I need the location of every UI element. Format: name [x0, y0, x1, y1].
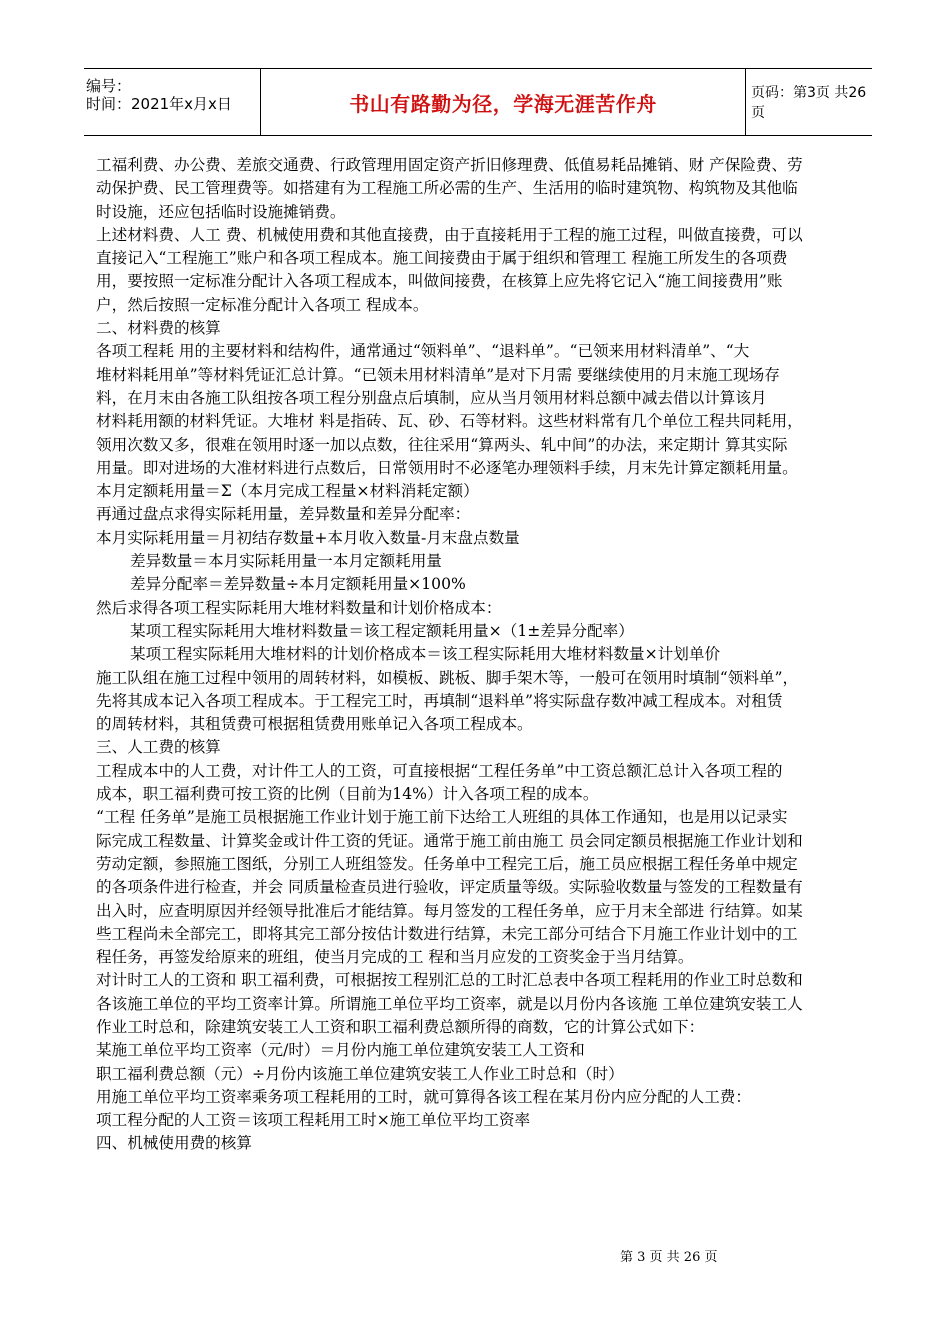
text-line: 某项工程实际耗用大堆材料的计划价格成本＝该工程实际耗用大堆材料数量×计划单价: [130, 645, 721, 664]
page-header: [84, 68, 872, 136]
text-line: 时设施，还应包括临时设施摊销费。: [96, 202, 346, 221]
text-line: 出入时，应查明原因并经领导批准后才能结算。每月签发的工程任务单，应于月末全部进 行结算。如某: [96, 901, 803, 920]
text-line: 用，要按照一定标准分配计入各项工程成本，叫做间接费，在核算上应先将它记入“施工间接费用”账: [96, 272, 783, 291]
text-line: 某施工单位平均工资率（元/时）＝月份内施工单位建筑安装工人工资和: [96, 1041, 585, 1060]
text-line: 用量。即对进场的大准材料进行点数后，日常领用时不必逐笔办理领料手续，月末先计算定额耗用量。: [96, 458, 798, 477]
text-line: 堆材料耗用单”等材料凭证汇总计算。“已领未用材料清单”是对下月需 要继续使用的月末施工现场存: [96, 365, 780, 384]
text-line: 劳动定额，参照施工图纸，分别工人班组签发。任务单中工程完工后，施工员应根据工程任务单中规定: [96, 854, 798, 873]
text-line: 料，在月末由各施工队组按各项工程分别盘点后填制，应从当月领用材料总额中减去借以计算该月: [96, 388, 767, 407]
text-line: 对计时工人的工资和 职工福利费，可根据按工程别汇总的工时汇总表中各项工程耗用的作业工时总数和: [96, 971, 803, 990]
text-line: 差异分配率＝差异数量÷本月定额耗用量×100%: [130, 575, 466, 594]
text-line: 二、材料费的核算: [96, 319, 221, 338]
text-line: 动保护费、民工管理费等。如搭建有为工程施工所必需的生产、生活用的临时建筑物、构筑物及其他临: [96, 179, 798, 198]
text-line: 的各项条件进行检查，并会 同质量检查员进行验收，评定质量等级。实际验收数量与签发的工程数量有: [96, 878, 803, 897]
text-line: 再通过盘点求得实际耗用量，差异数量和差异分配率：: [96, 505, 471, 524]
motto: 书山有路勤为径，学海无涯苦作舟: [349, 91, 657, 116]
page-number-label: 页码：第3页 共26页: [751, 85, 867, 121]
text-line: 四、机械使用费的核算: [96, 1134, 252, 1153]
text-line: 工程成本中的人工费，对计件工人的工资，可直接根据“工程任务单”中工资总额汇总计入各项工程的: [96, 761, 783, 780]
text-line: 各项工程耗 用的主要材料和结构件，通常通过“领料单”、“退料单”。“已领来用材料清单”、“大: [96, 342, 750, 361]
text-line: 某项工程实际耗用大堆材料数量＝该工程定额耗用量×（1±差异分配率）: [130, 621, 634, 640]
document-body: [96, 154, 860, 1156]
text-line: 的周转材料，其租赁费可根据租赁费用账单记入各项工程成本。: [96, 715, 533, 734]
text-line: 成本，职工福利费可按工资的比例（目前为14%）计入各项工程的成本。: [96, 785, 599, 804]
text-line: 材料耗用额的材料凭证。大堆材 料是指砖、瓦、砂、石等材料。这些材料常有几个单位工程共同耗用，: [96, 412, 803, 431]
header-motto-cell: [260, 69, 746, 135]
text-line: 程任务，再签发给原来的班组，使当月完成的工 程和当月应发的工资奖金于当月结算。: [96, 948, 694, 967]
text-line: 职工福利费总额（元）÷月份内该施工单位建筑安装工人作业工时总和（时）: [96, 1064, 624, 1083]
header-page-cell: [745, 69, 872, 135]
text-line: 项工程分配的人工资＝该项工程耗用工时×施工单位平均工资率: [96, 1111, 531, 1130]
text-line: 本月实际耗用量＝月初结存数量+本月收入数量-月末盘点数量: [96, 528, 520, 547]
text-line: 作业工时总和，除建筑安装工人工资和职工福利费总额所得的商数，它的计算公式如下：: [96, 1017, 705, 1036]
text-line: 用施工单位平均工资率乘务项工程耗用的工时，就可算得各该工程在某月份内应分配的人工费：: [96, 1087, 751, 1106]
text-line: 直接记入“工程施工”账户和各项工程成本。施工间接费由于属于组织和管理工 程施工所发生的各项费: [96, 249, 788, 268]
text-line: 户，然后按照一定标准分配计入各项工 程成本。: [96, 295, 429, 314]
header-meta-cell: [84, 69, 260, 135]
text-line: 领用次数又多，很难在领用时逐一加以点数，往往采用“算两头、轧中间”的办法，来定期计 算其实际: [96, 435, 788, 454]
text-line: 些工程尚未全部完工，即将其完工部分按估计数进行结算，未完工部分可结合下月施工作业计划中的工: [96, 924, 798, 943]
text-line: 各该施工单位的平均工资率计算。所谓施工单位平均工资率，就是以月份内各该施 工单位建筑安装工人: [96, 994, 803, 1013]
text-line: 上述材料费、人工 费、机械使用费和其他直接费，由于直接耗用于工程的施工过程，叫做直接费，可以: [96, 225, 803, 244]
text-line: 工福利费、办公费、差旅交通费、行政管理用固定资产折旧修理费、低值易耗品摊销、财 产保险费、劳: [96, 156, 803, 174]
text-line: 施工队组在施工过程中领用的周转材料，如模板、跳板、脚手架木等，一般可在领用时填制“领料单”，: [96, 668, 799, 687]
text-line: 然后求得各项工程实际耗用大堆材料数量和计划价格成本：: [96, 598, 502, 617]
text-line: 三、人工费的核算: [96, 738, 221, 757]
text-line: 际完成工程数量、计算奖金或计件工资的凭证。通常于施工前由施工 员会同定额员根据施工作业计划和: [96, 831, 803, 850]
page-footer: 第 3 页 共 26 页: [620, 1250, 718, 1265]
time-label: 时间：2021年x月x日: [86, 95, 232, 113]
text-line: “工程 任务单”是施工员根据施工作业计划于施工前下达给工人班组的具体工作通知，也是用以记录实: [96, 808, 788, 827]
text-line: 本月定额耗用量＝Σ（本月完成工程量×材料消耗定额）: [96, 482, 479, 501]
text-line: 先将其成本记入各项工程成本。于工程完工时，再填制“退料单”将实际盘存数冲减工程成本。对租赁: [96, 691, 783, 710]
text-line: 差异数量＝本月实际耗用量一本月定额耗用量: [130, 552, 442, 571]
number-label: 编号：: [86, 77, 132, 95]
